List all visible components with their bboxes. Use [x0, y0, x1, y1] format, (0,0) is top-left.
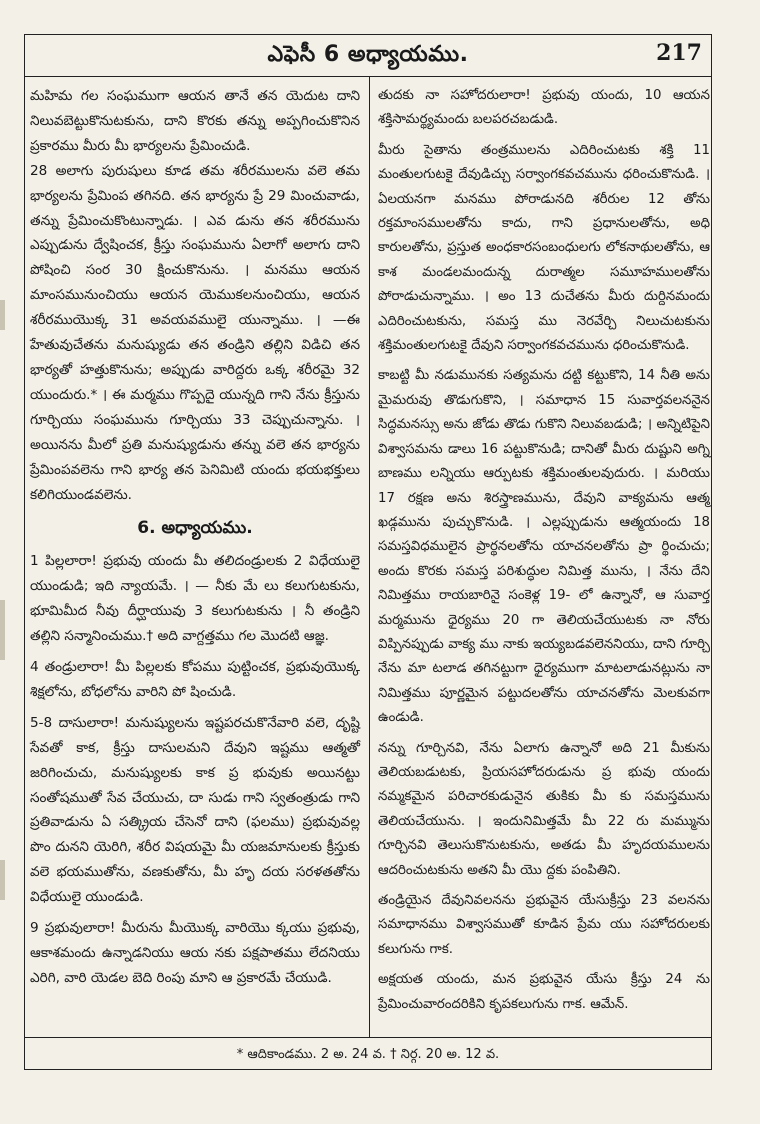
verse-paragraph: కాబట్టి మీ నడుమునకు సత్యమను దట్టి కట్టుకొని, 14 నీతి అను మైమరువు తొడుగుకొని, । సమాధాన 15 సువార్తవలననైన సిద్ధమనస్సు అను జోడు తొడు గుకొని నిలువబడుడి; । అన్నిటిపైని విశ్వాసమను డాలు 16 పట్టుకొనుడి; దానితో మీరు దుష్టుని అగ్ని బాణము లన్నియు ఆర్పుటకు శక్తిమంతులవుదురు. । మరియు 17 రక్షణ అను శిరస్త్రాణమును, దేవుని వాక్యమను ఆత్మ ఖడ్గమును పుచ్చుకొనుడి. । ఎల్లప్పుడును ఆత్మయందు 18 సమస్తవిధములైన ప్రార్థనలతోను యాచనలతోను ప్రా ర్థించుచు; అందు కొరకు సమస్త పరిశుద్ధుల నిమిత్త మును, । నేను దేని నిమిత్తము రాయబారినై సంకెళ్ల 19- లో ఉన్నానో, ఆ సువార్త మర్మమును ధైర్యము 20 గా తెలియచేయుటకు నా నోరు విప్పినప్పుడు వాక్య ము నాకు ఇయ్యబడవలెననియు, దాని గూర్చి నేను మా టలాడ తగినట్టుగా ధైర్యముగా మాటలాడునట్లును నా నిమిత్తము పూర్ణమైన పట్టుదలతోను యాచనతోను మెలకువగా ఉండుడి. [378, 368, 710, 726]
header-rule [24, 76, 712, 77]
verse-paragraph: 4 తండ్రులారా! మీ పిల్లలకు కోపము పుట్టించక, ప్రభువుయొక్క శిక్షలోను, బోధలోను వారిని పో షించుడి. [30, 659, 360, 700]
column-divider [369, 77, 370, 1037]
verse-paragraph: మీరు సైతాను తంత్రములను ఎదిరించుటకు శక్తి 11 మంతులగుటకై దేవుడిచ్చు సర్వాంగకవచమును ధరించుకొనుడి. । ఏలయనగా మనము పోరాడునది శరీరుల 12 తోను రక్తమాంసములతోను కాదు, గాని ప్రధానులతోను, అధి కారులతోను, ప్రస్తుత అంధకారసంబంధులగు లోకనాథులతోను, ఆ కాశ మండలమందున్న దురాత్మల సమూహములతోను పోరాడుచున్నాము. । అం 13 దుచేతను మీరు దుర్దినమందు ఎదిరించుటకును, సమస్త ము నెరవేర్చి నిలుచుటకును శక్తిమంతులగుటకై దేవుని సర్వాంగకవచమును ధరించుకొనుడి. [378, 142, 710, 354]
paragraph: మహిమ గల సంఘముగా ఆయన తానే తన యెదుట దాని నిలువబెట్టుకొనుటకును, దాని కొరకు తన్ను అప్పగించుకొనిన ప్రకారము మీరు మీ భార్యలను ప్రేమించుడి. [30, 88, 360, 154]
running-title: ఎఫెసీ 6 అధ్యాయము. [267, 42, 469, 67]
verse-paragraph: 9 ప్రభువులారా! మీరును మీయొక్క వారియొ క్కయు ప్రభువు, ఆకాశమందు ఉన్నాడనియు ఆయ నకు పక్షపాతము లేదనియు ఎరిగి, వారి యెడల బెది రింపు మాని ఆ ప్రకారమే చేయుడి. [30, 920, 360, 986]
left-column [30, 84, 360, 991]
verse-paragraph: తండ్రియైన దేవునివలనను ప్రభువైన యేసుక్రీస్తు 23 వలనను సమాధానము విశ్వాసముతో కూడిన ప్రేమ యు సహోదరులకు కలుగును గాక. [378, 893, 710, 957]
verse-paragraph: అక్షయత యందు, మన ప్రభువైన యేసు క్రీస్తు 24 ను ప్రేమించువారందరికిని కృపకలుగును గాక. ఆమేన్. [378, 972, 710, 1012]
binding-mark [0, 860, 5, 900]
page-number: 217 [656, 40, 702, 66]
verse-paragraph: 1 పిల్లలారా! ప్రభువు యందు మీ తలిదండ్రులకు 2 విధేయులై యుండుడి; ఇది న్యాయమే. । — నీకు మే లు కలుగుటకును, భూమిమీద నీవు దీర్ఘాయువు 3 కలుగుటకును । నీ తండ్రిని తల్లిని సన్మానించుము.† అది వాగ్దత్తము గల మొదటి ఆజ్ఞ. [30, 553, 360, 645]
paragraph: 28 అలాగు పురుషులు కూడ తమ శరీరములను వలె తమ భార్యలను ప్రేమింప తగినది. తన భార్యను ప్రే 29 మించువాడు, తన్ను ప్రేమించుకొంటున్నాడు. । ఎవ డును తన శరీరమును ఎప్పుడును ద్వేషించక, క్రీస్తు సంఘమును ఏలాగో అలాగు దాని పోషించి సంర 30 క్షించుకొనును. । మనము ఆయన మాంసమునుంచియు ఆయన యెముకలనుంచియు, ఆయన శరీరముయొక్క 31 అవయవములై యున్నాము. । —ఈ హేతువుచేతను మనుష్యుడు తన తండ్రిని తల్లిని విడిచి తన భార్యతో హత్తుకొనును; అప్పుడు వారిద్దరు ఒక్క శరీరమై 32 యుందురు.* । ఈ మర్మము గొప్పదై యున్నది గాని నేను క్రీస్తును గూర్చియు సంఘమును గూర్చియు 33 చెప్పుచున్నాను. । అయినను మీలో ప్రతి మనుష్యుడును తన్ను వలె తన భార్యను ప్రేమింపవలెను గాని భార్య తన పెనిమిటి యందు భయభక్తులు కలిగియుండవలెను. [30, 162, 360, 503]
binding-mark [0, 600, 5, 660]
footer-rule [24, 1037, 712, 1038]
verse-paragraph: నన్ను గూర్చినవి, నేను ఏలాగు ఉన్నానో అది 21 మీకును తెలియబడుటకు, ప్రియసహోదరుడును ప్ర భువు యందు నమ్మకమైన పరిచారకుడునైన తుకికు మీ కు సమస్తమును తెలియచేయును. । ఇందునిమిత్తమే మీ 22 రు మమ్మును గూర్చినవి తెలుసుకొనుటకును, అతడు మీ హృదయములను ఆదరించుటకును అతని మీ యొ ద్దకు పంపితిని. [378, 740, 710, 878]
verse-paragraph: 5-8 దాసులారా! మనుష్యులను ఇష్టపరచుకొనేవారి వలె, దృష్టి సేవతో కాక, క్రీస్తు దాసులమని దేవుని ఇష్టము ఆత్మతో జరిగించుచు, మనుష్యులకు కాక ప్ర భువుకు అయినట్టు సంతోషముతో సేవ చేయుచు, దా సుడు గాని స్వతంత్రుడు గాని ప్రతివాడును ఏ సత్క్రియ చేసెనో దాని (ఫలము) ప్రభువువల్ల పొం దునని యెరిగి, శరీర విషయమై మీ యజమానులకు క్రీస్తుకు వలె భయముతోను, వణకుతోను, మీ హృ దయ సరళతతోను విధేయులై యుండుడి. [30, 714, 360, 906]
right-column [378, 84, 710, 1017]
binding-mark [0, 300, 5, 330]
footnote: * ఆదికాండము. 2 అ. 24 వ. † నిర్గ. 20 అ. 12 వ. [236, 1047, 500, 1062]
verse-paragraph: తుదకు నా సహోదరులారా! ప్రభువు యందు, 10 ఆయన శక్తిసామర్థ్యమందు బలపరచబడుడి. [378, 88, 710, 128]
chapter-heading: 6. అధ్యాయము. [137, 518, 253, 539]
